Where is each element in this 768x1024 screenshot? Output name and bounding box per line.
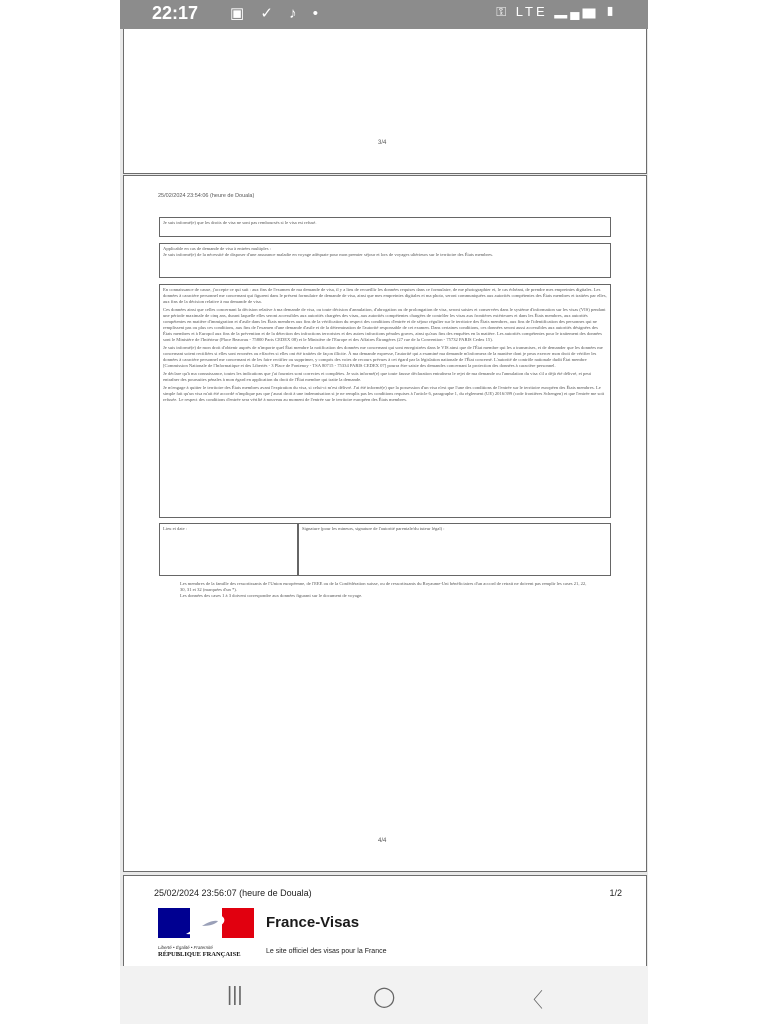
recent-apps-button[interactable]: ||| xyxy=(227,984,243,1006)
consent-paragraph: Je m'engage à quitter le territoire des États membres avant l'expiration du visa, si celui-ci m'est délivré. J'ai été informé(e) que la possession d'un visa n'est que l'une des conditions de l'entrée sur le territoire européen des États membres. Le simple fait qu'un visa m'ait été accordé n'implique pas que j'aurai droit à une indemnisation si je ne remplis pas les conditions requises à l'article 6, paragraphe 1, du règlement (UE) 2016/399 (code frontières Schengen) et que l'entrée me soit refusée. Le respect des conditions d'entrée sera vérifié à nouveau au moment de l'entrée sur le territoire européen des États membres. xyxy=(163,385,605,402)
place-date-field xyxy=(159,523,298,576)
back-button[interactable]: 〈 xyxy=(523,990,543,1012)
status-bar xyxy=(120,0,648,29)
multiple-entry-box xyxy=(159,243,611,278)
refund-notice-text: Je suis informé(e) que les droits de visa ne sont pas remboursés si le visa est refusé. xyxy=(163,220,317,225)
clock: 22:17 xyxy=(152,3,199,23)
home-button[interactable]: ◯ xyxy=(373,986,396,1008)
footnote: Les membres de la famille des ressortissants de l'Union européenne, de l'EEE ou de la Confédération suisse, ou de ressortissants du Royaume-Uni bénéficiaires d'un accord de retrait ne doivent pas remplir les cases 21, 22, 30, 31 et 32 (marquées d'un *). xyxy=(180,581,587,592)
right-margin xyxy=(648,0,768,1024)
consent-paragraph: Je déclare qu'à ma connaissance, toutes les indications que j'ai fournies sont correctes et complètes. Je suis informé(e) que toute fausse déclaration entraînera le rejet de ma demande ou l'annulation du visa s'il a déjà été délivré, et peut entraîner des poursuites pénales à mon égard en application du droit de l'État membre qui traite la demande. xyxy=(163,371,591,382)
consent-paragraph: En connaissance de cause, j'accepte ce qui suit : aux fins de l'examen de ma demande de visa, il y a lieu de recueillir les données requises dans ce formulaire, de me photographier et, le cas échéant, de prendre mes empreintes digitales. Les données à caractère personnel me concernant qui figurent dans le présent formulaire de demande de visa, ainsi que mes empreintes digitales et ma photo, seront communiquées aux autorités compétentes des États membres et traitées par elles, aux fins de la décision relative à ma demande de visa. xyxy=(163,287,607,304)
pdf-viewer[interactable] xyxy=(120,29,648,966)
page-number: 4/4 xyxy=(378,838,387,844)
footnote: Les données des cases 1 à 3 doivent correspondre aux données figurant sur le document de voyage. xyxy=(180,593,363,598)
page-number: 3/4 xyxy=(378,140,387,146)
republique-francaise-logo xyxy=(158,908,254,962)
multiple-entry-title: Applicable en cas de demande de visa à entrées multiples : xyxy=(163,246,271,251)
refund-notice-box xyxy=(159,217,611,237)
navigation-bar xyxy=(120,966,648,1024)
logo-motto: Liberté • Égalité • Fraternité xyxy=(158,945,213,950)
left-margin xyxy=(0,0,120,1024)
notification-icons: ▣ ✓ ♪ • xyxy=(230,5,324,22)
pdf-page-1 xyxy=(123,875,647,966)
multiple-entry-text: Je suis informé(e) de la nécessité de disposer d'une assurance maladie en voyage adéquate pour mon premier séjour et lors de voyages ultérieurs sur le territoire des États membres. xyxy=(163,252,494,257)
consent-paragraph: Je suis informé(e) de mon droit d'obtenir auprès de n'importe quel État membre la notification des données me concernant qui sont enregistrées dans le VIS ainsi que de l'État membre qui les a transmises, et de demander que les données me concernant soient rectifiées si elles sont erronées ou effacées si elles ont été traitées de façon illicite. À ma demande expresse, l'autorité qui a examiné ma demande m'informera de la manière dont je peux exercer mon droit de vérifier les données à caractère personnel me concernant et de les faire rectifier ou supprimer, y compris des voies de recours prévues à cet égard par la législation nationale de l'État concerné. L'autorité de contrôle nationale dudit État membre [Commission Nationale de l'Informatique et des Libertés - 3 Place de Fontenoy - TSA 80715 - 75334 PARIS CEDEX 07] pourra être saisie des demandes concernant la protection des données à caractère personnel. xyxy=(163,345,603,368)
brand-tagline: Le site officiel des visas pour la France xyxy=(266,948,387,955)
consent-paragraph: Ces données ainsi que celles concernant la décision relative à ma demande de visa, ou toute décision d'annulation, d'abrogation ou de prolongation de visa, seront saisies et conservées dans le système d'information sur les visas (VIS) pendant une période maximale de cinq ans, durant laquelle elles seront accessibles aux autorités chargées des visas, aux autorités compétentes chargées de contrôler les visas aux frontières extérieures et dans les États membres, aux autorités compétentes en matière d'immigration et d'asile dans les États membres aux fins de la vérification du respect des conditions d'entrée et de séjour régulier sur le territoire des États membres, aux fins de l'identification des personnes qui ne remplissent pas ou plus ces conditions, aux fins de l'examen d'une demande d'asile et de la détermination de l'autorité responsable de cet examen. Dans certaines conditions, ces données seront aussi accessibles aux autorités désignées des États membres et à Europol aux fins de la prévention et de la détection des infractions terroristes et des autres infractions pénales graves, ainsi qu'aux fins des enquêtes en la matière. Les autorités compétentes pour le traitement des données sont le Ministère de l'Intérieur (Place Beauvau - 75800 Paris CEDEX 08) et le Ministère de l'Europe et des Affaires Étrangères (27 rue de la Convention - 75732 PARIS Cedex 15). xyxy=(163,307,606,342)
pdf-page-4 xyxy=(123,175,647,872)
page-number: 1/2 xyxy=(609,888,622,898)
data-consent-box xyxy=(159,284,611,518)
pdf-page-3 xyxy=(123,29,647,174)
place-date-label: Lieu et date : xyxy=(163,526,188,531)
page-timestamp: 25/02/2024 23:56:07 (heure de Douala) xyxy=(154,888,312,898)
marianne-flag-icon xyxy=(158,908,254,938)
footnotes xyxy=(180,581,590,599)
brand-title: France-Visas xyxy=(266,914,360,931)
logo-name: RÉPUBLIQUE FRANÇAISE xyxy=(158,951,241,958)
system-icons: ⚿ LTE ▂▄▆ ▮ xyxy=(496,4,618,19)
signature-field xyxy=(298,523,611,576)
signature-label: Signature (pour les mineurs, signature de l'autorité parentale/du tuteur légal) : xyxy=(302,526,445,531)
page-timestamp: 25/02/2024 23:54:06 (heure de Douala) xyxy=(158,193,255,199)
